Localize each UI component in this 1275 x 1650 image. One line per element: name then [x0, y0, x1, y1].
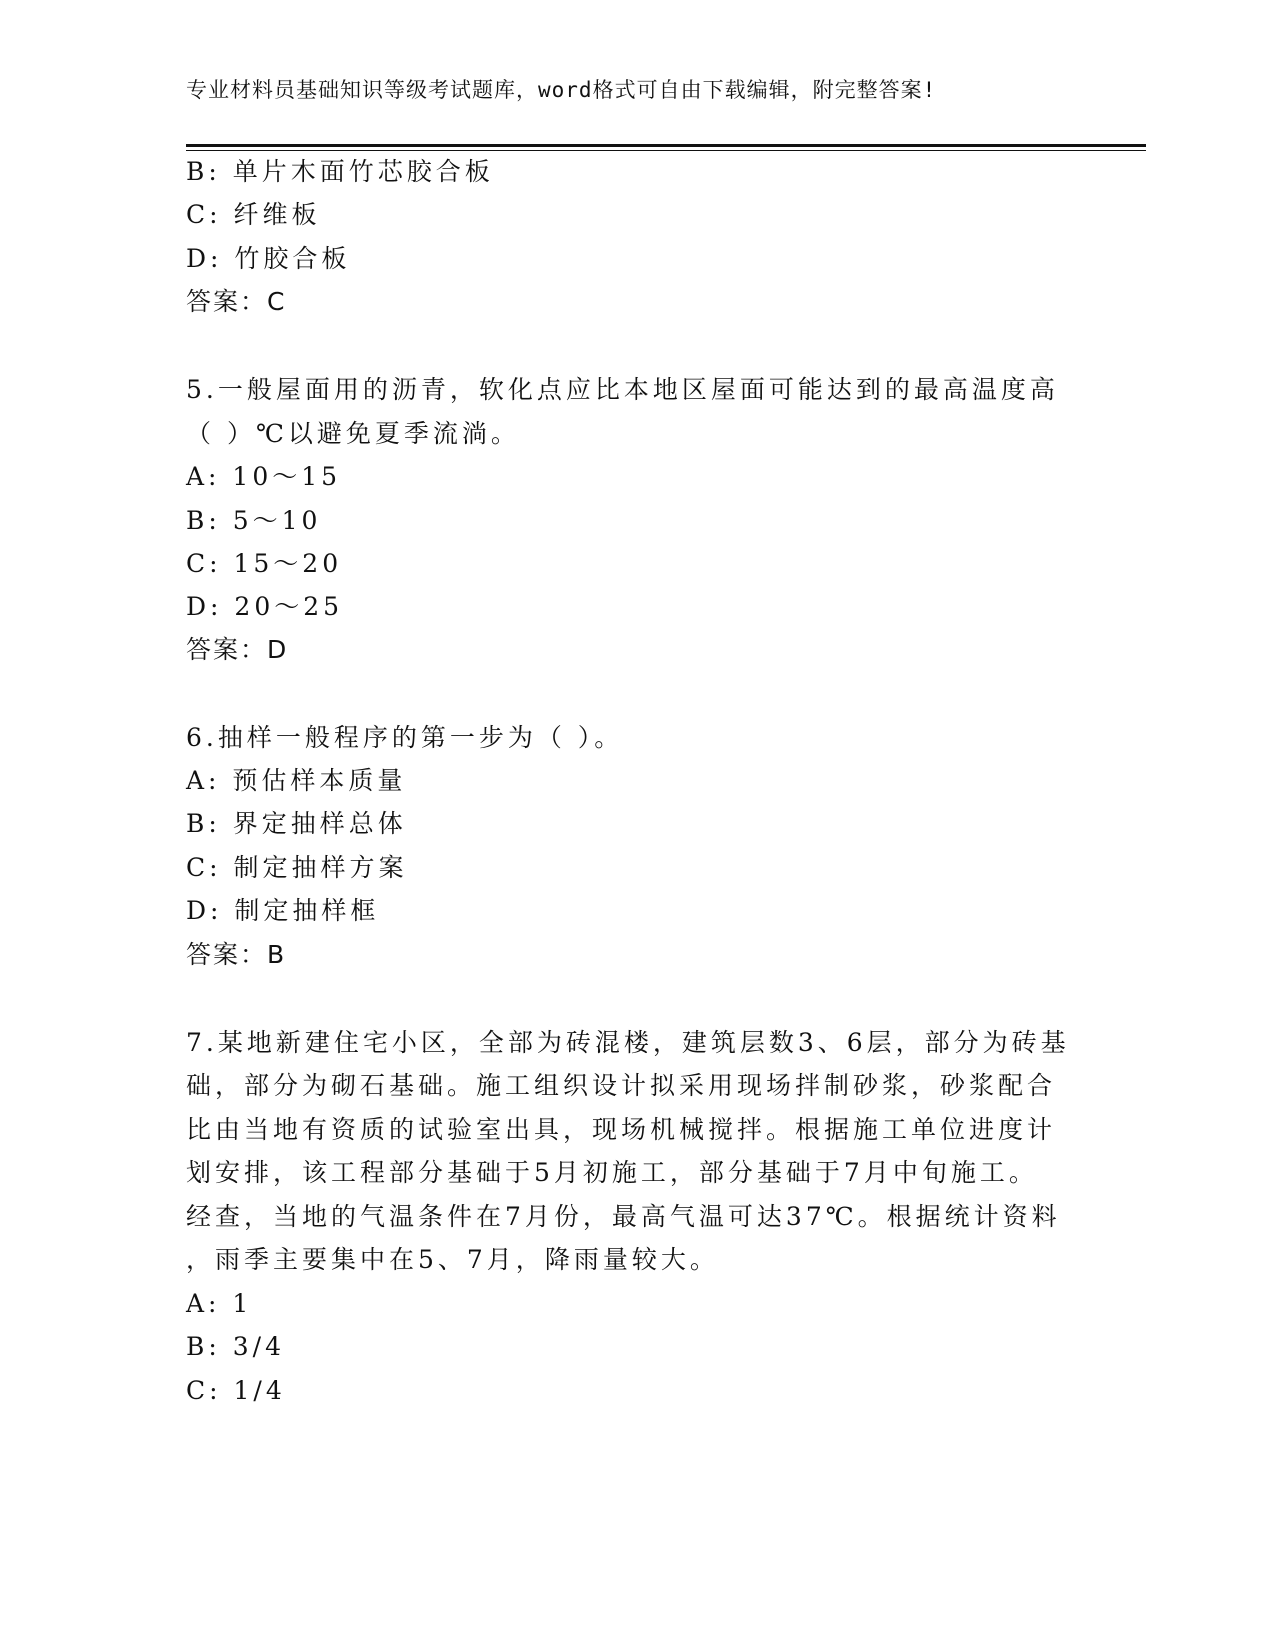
q6-stem: 6.抽样一般程序的第一步为（ ）。 [186, 723, 624, 752]
header-rule-thick [186, 144, 1146, 147]
q7-stem-line5: 经查，当地的气温条件在7月份，最高气温可达37℃。根据统计资料 [186, 1202, 1061, 1231]
q5-option-c: C: 15～20 [186, 549, 343, 578]
q6-option-d: D: 制定抽样框 [186, 896, 380, 925]
q4-option-c: C: 纤维板 [186, 200, 321, 229]
q7-option-b: B: 3/4 [186, 1332, 285, 1361]
q7-option-c: C: 1/4 [186, 1376, 286, 1405]
q6-option-b: B: 界定抽样总体 [186, 809, 407, 838]
q4-answer: 答案：C [186, 287, 287, 316]
q6-option-a: A: 预估样本质量 [186, 766, 407, 795]
header-title: 专业材料员基础知识等级考试题库，word格式可自由下载编辑，附完整答案! [186, 78, 937, 102]
q6-option-c: C: 制定抽样方案 [186, 853, 408, 882]
q7-stem-line1: 7.某地新建住宅小区，全部为砖混楼，建筑层数3、6层，部分为砖基 [186, 1028, 1070, 1057]
q7-stem-line2: 础，部分为砌石基础。施工组织设计拟采用现场拌制砂浆，砂浆配合 [186, 1071, 1057, 1100]
q7-stem-line4: 划安排，该工程部分基础于5月初施工，部分基础于7月中旬施工。 [186, 1158, 1038, 1187]
header-rule-thin [186, 150, 1146, 151]
q5-option-d: D: 20～25 [186, 592, 344, 621]
q6-answer: 答案：B [186, 940, 287, 969]
q5-option-a: A: 10～15 [186, 462, 342, 491]
q7-stem-line3: 比由当地有资质的试验室出具，现场机械搅拌。根据施工单位进度计 [186, 1115, 1057, 1144]
q7-option-a: A: 1 [186, 1289, 253, 1318]
q4-option-b: B: 单片木面竹芯胶合板 [186, 157, 494, 186]
q7-stem-line6: ，雨季主要集中在5、7月，降雨量较大。 [186, 1245, 719, 1274]
q5-stem-line2: （ ）℃以避免夏季流淌。 [186, 419, 520, 448]
q5-answer: 答案：D [186, 635, 289, 664]
q5-option-b: B: 5～10 [186, 506, 322, 535]
q4-option-d: D: 竹胶合板 [186, 244, 351, 273]
q5-stem-line1: 5.一般屋面用的沥青，软化点应比本地区屋面可能达到的最高温度高 [186, 375, 1059, 404]
